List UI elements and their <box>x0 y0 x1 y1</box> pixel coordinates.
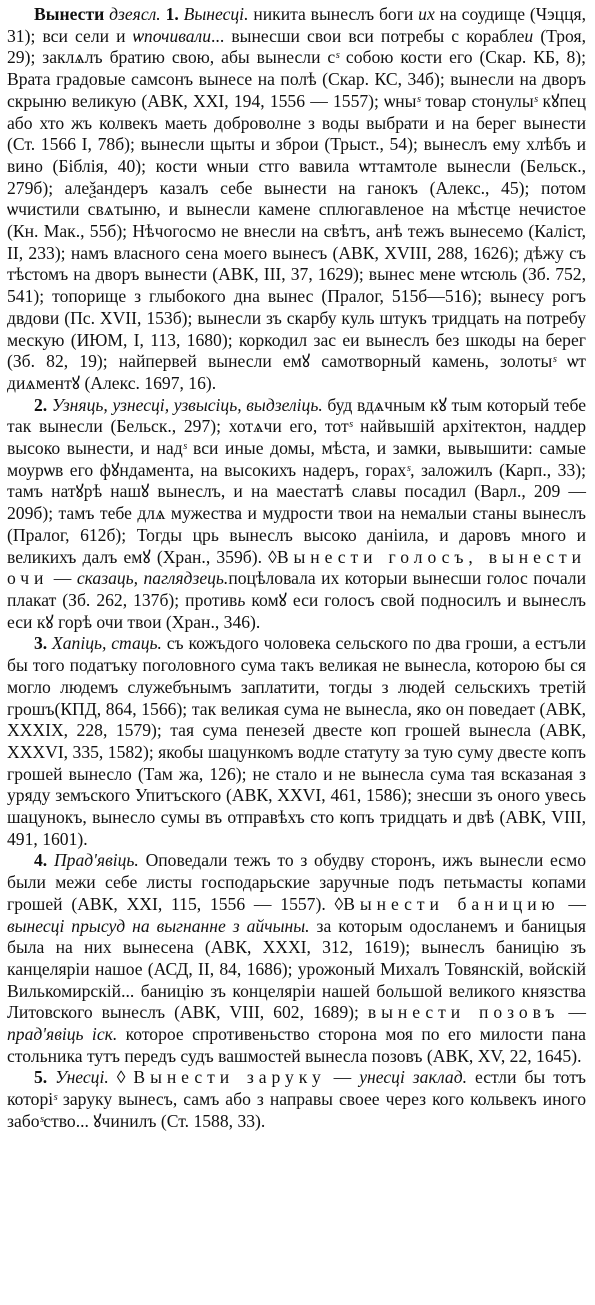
text-segment: Вынести голосъ, вынести очи <box>7 546 586 589</box>
text-segment: Хапіць, стаць. <box>52 633 162 654</box>
sense-paragraph-1 <box>7 4 586 395</box>
text-segment: ˢ <box>182 438 187 459</box>
text-segment: поцѣловала их которыи вынесши голос почали плакат (Зб. 262, 137б); против <box>7 568 586 610</box>
text-segment: ˢ <box>552 351 557 372</box>
text-segment: — <box>325 1067 360 1088</box>
text-segment <box>47 1067 55 1087</box>
text-segment: их <box>418 4 435 24</box>
text-segment: товар стонулы <box>420 90 534 111</box>
text-segment: ѡт диѧментꙋ (Алекс. 1697, 16). <box>7 351 586 393</box>
text-segment: Узняць, узнесці, узвысіць, выдзеліць. <box>51 394 323 415</box>
text-segment: естли бы тотъ которі <box>7 1067 586 1110</box>
text-segment: Вынесці. <box>183 4 249 24</box>
sense-paragraph-3 <box>7 633 586 850</box>
text-segment: 4. <box>34 850 48 871</box>
sense-paragraph-5 <box>7 1067 586 1132</box>
text-segment: ˢ <box>533 90 538 111</box>
text-segment: ˢ <box>53 1089 57 1110</box>
text-segment: (Троя, 29); заклѧлъ братию свою, абы вынесли с <box>7 25 587 68</box>
text-segment: Вынести заруку <box>133 1067 326 1088</box>
text-segment: — <box>48 568 77 589</box>
text-segment: ˢ <box>416 90 421 111</box>
text-segment: сказаць, паглядзець. <box>76 568 229 589</box>
text-segment <box>47 850 54 870</box>
text-segment: дзеясл. <box>109 4 161 24</box>
text-segment: найвышій архітектон, наддер высоко вынести, и над <box>7 416 586 459</box>
text-segment: за которым одосланемъ и баницыя была на них вынесена (АВК, XXXI, 312, 1619); вынеслъ баницію зъ канцеляріи нашое (АСД, II, 84, 1686); урожоный Михалъ Товянскій, войскій Вилькомирскій... баницію зъ концеляріи нашей большой великого князства Литовского вынеслъ (АВК, VIII, 602, 1689); <box>7 915 586 1023</box>
text-segment: на соудище (Чэцця, 31); вси сели и <box>7 4 587 46</box>
text-segment: унесці заклад. <box>359 1067 468 1088</box>
text-segment: 3. <box>34 633 48 654</box>
sense-paragraph-4 <box>7 850 586 1067</box>
text-segment: которое спротивеньство сторона моя по его милости пана стольника тутъ передъ судъ вашмостей вынесла позовъ (АВК, XV, 22, 1645). <box>7 1024 586 1066</box>
text-segment: прад'явіць іск. <box>7 1024 118 1045</box>
text-segment: Унесці. <box>55 1067 109 1088</box>
text-segment: вси иные домы, мѣста, и замки, вывышити: самые моурѡв его фꙋндамента, на высокихъ надеръ, горах <box>7 438 586 480</box>
text-segment: ѡпочивали <box>132 25 212 46</box>
text-segment: ◊ <box>108 1067 134 1088</box>
text-segment: Вынести баницию <box>343 893 560 914</box>
text-segment: ство... ꙋчинилъ (Ст. 1588, 33). <box>43 1110 266 1131</box>
text-segment: ь <box>237 589 246 610</box>
text-segment: ˢ <box>39 1110 44 1131</box>
text-segment: комꙋ еси голосъ свой подносилъ и вынеслъ еси кꙋ горѣ очи твои (Хран., 346). <box>7 589 586 632</box>
text-segment: вынесці прысуд на выгнанне з айчыны. <box>7 915 310 936</box>
text-segment: 1. <box>165 4 179 24</box>
text-segment: ˢ <box>335 47 339 68</box>
text-segment: кꙋпец або хто жъ колвекъ маеть доброволне з воды выбрати и на берег вынести (Ст. 1566 I, 78б); вынесли щыты и зброи (Трыст., 54); вынеслъ ему хлѣбъ и вино (Біблія, 40); кости ѡныи стго вавила ѡттамтоле вынесли (Бельск., 279б); алеѯандеръ казалъ себе вынести на ганокъ (Алекс., 45); потом ѡчистили свѧтыню, и вынесли камене сплюгавленое на мѣстце нечистое (Кн. Мак., 55б); Нѣчогосмо не внесли на свѣтъ, анѣ тежъ вынесемо (Каліст, II, 233); намъ власного сена моего вынесъ (АВК, XVIII, 288, 1626); дѣжу съ тѣстомъ на дворъ вынести (АВК, III, 37, 1629); вынес мене ѡтсюль (Зб. 752, 541); топорище з глыбокого дна вынес (Пралог, 515б—516); вынесу рогъ двдови (Пс. XVII, 153б); вынесли зъ скарбу куль штукъ тридцать на потребу мескую (ИЮМ, I, 113, 1680); коркодил зас еи вынеслъ без шкоды на берег (Зб. 82, 19); найпервей вынесли емꙋ самотворный камень, золоты <box>7 90 586 372</box>
text-segment: заруку вынесъ, самъ або з направы своее через кого кольвекъ иного забо <box>7 1089 586 1131</box>
text-segment: , заложилъ (Карп., 33); тамъ натꙋрѣ нашꙋ вынеслъ, и на маестатѣ славы посадил (Варл., 209 — 209б); тамъ тебе длѧ мужества и мудрости твои на немалыи станы вынеслъ (Пралог, 612б); Тогды црь вынеслъ высоко даніила, и даровъ много и великихъ далъ емꙋ (Хран., 359б). ◊ <box>7 459 586 567</box>
text-segment: — <box>559 1002 586 1023</box>
text-segment: Оповедали тежъ то з обудву сторонъ, ижъ вынесли есмо были межи себе листы господарьские заручные подъ петьмасты копами грошей (АВК, XXI, 115, 1556 — 1557). ◊ <box>7 850 587 914</box>
sense-paragraph-2 <box>7 395 586 634</box>
text-segment: никита вынеслъ боги <box>248 4 419 24</box>
text-segment: буд вдѧчным кꙋ тым который тебе так вынесли (Бельск., 297); хотѧчи его, тот <box>7 394 586 437</box>
text-segment: Вынести <box>34 4 105 24</box>
text-segment: 5. <box>34 1067 48 1088</box>
text-segment: — <box>559 893 587 914</box>
text-segment: 2. <box>34 394 48 415</box>
text-segment: Прад'явіць. <box>53 850 139 871</box>
text-segment: вынести позовъ <box>367 1002 560 1023</box>
text-segment: и <box>524 25 534 46</box>
text-segment: съ кожъдого чоловека сельского по два гроши, а естъли бы того податъку поголовного сума такъ великая не вынесла, которою бы ся могло людемъ служебънымъ заплатити, тогды з людей сельскихъ третій грошъ(КПД, 864, 1566); так великая сума не вынесла, яко он поведает (АВК, XXXIX, 228, 1579); тая сума пенезей двесте коп грошей вынесла (АВК, XXXVI, 335, 1582); якобы шацункомъ водле статуту за тую суму двесте копъ грошей вынесло (Там жа, 126); не стало и не вынесла сума тая всказаная з уряду земъского Упитъского (АВК, XXVI, 461, 1586); знесши зъ оного увесь шацунокъ, вынесло сумы въ отправѣхъ сто копъ тридцать и двѣ (АВК, VIII, 491, 1601). <box>7 633 586 849</box>
text-segment: ˢ <box>406 459 411 480</box>
text-segment: собою кости его (Скар. КБ, 8); Врата градовые самсонъ вынесе на полѣ (Скар. КС, 34б); вынесли на дворъ скрыню великую (АВК, XXI, 194, 1556 — 1557); ѡны <box>7 47 586 111</box>
text-segment: ... вынесши свои вси потребы с корабле <box>211 25 525 46</box>
text-segment: ˢ <box>348 416 353 437</box>
